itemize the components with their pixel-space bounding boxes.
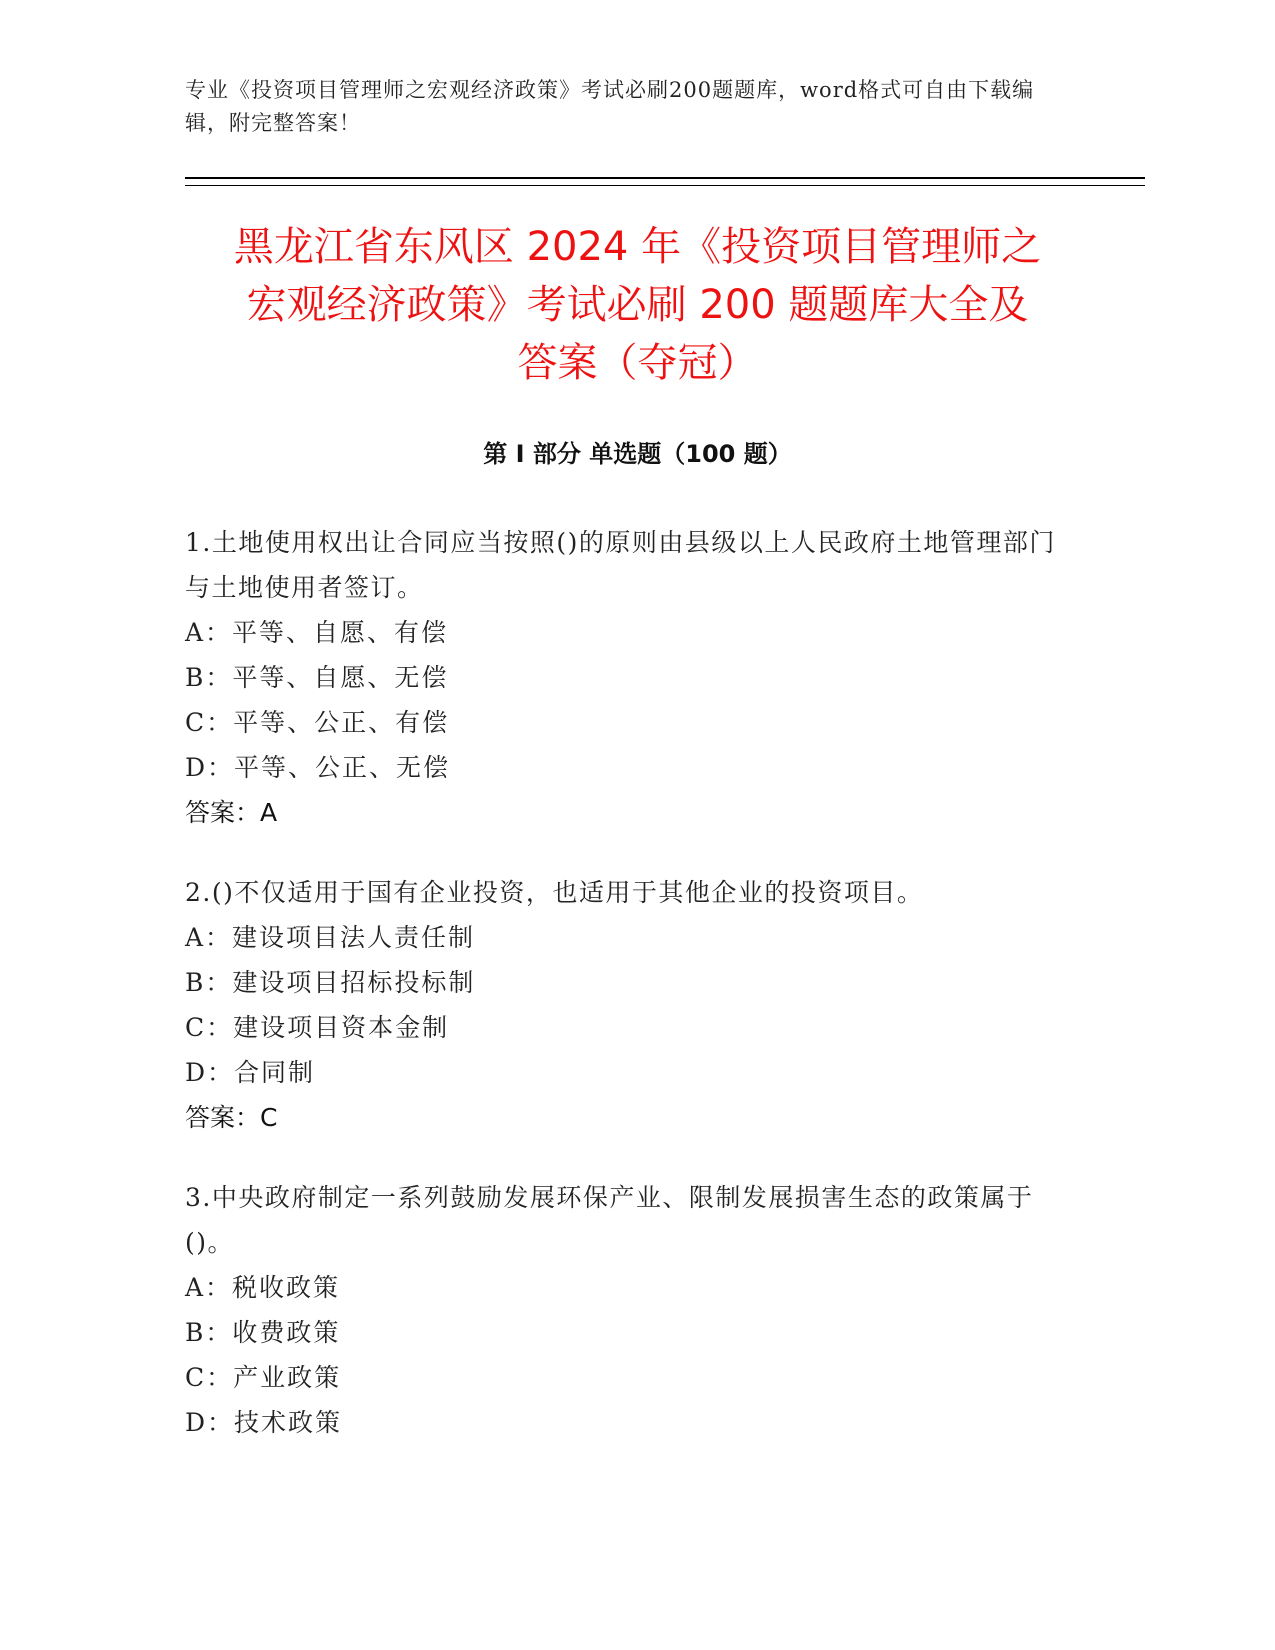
option-d: D：技术政策: [185, 1408, 343, 1437]
header-rule-thick: [185, 177, 1145, 179]
question-stem: 2.()不仅适用于国有企业投资，也适用于其他企业的投资项目。: [185, 878, 924, 907]
option-b: B：平等、自愿、无偿: [185, 663, 449, 692]
title-line-1: 黑龙江省东风区 2024 年《投资项目管理师之: [233, 224, 1042, 270]
option-a: A：平等、自愿、有偿: [185, 618, 449, 647]
question-stem: 1.土地使用权出让合同应当按照()的原则由县级以上人民政府土地管理部门与土地使用者签订。: [185, 528, 1056, 602]
answer: 答案：A: [185, 798, 278, 827]
option-c: C：产业政策: [185, 1363, 342, 1392]
document-title: [150, 218, 1125, 392]
option-a: A：税收政策: [185, 1273, 341, 1302]
option-b: B：收费政策: [185, 1318, 341, 1347]
title-line-2: 宏观经济政策》考试必刷 200 题题库大全及: [246, 282, 1029, 328]
question-1: [185, 520, 1065, 835]
title-line-3: 答案（夺冠）: [517, 340, 758, 386]
option-c: C：建设项目资本金制: [185, 1013, 450, 1042]
answer: 答案：C: [185, 1103, 278, 1132]
section-title: 第 I 部分 单选题（100 题）: [483, 440, 792, 468]
question-3: [185, 1175, 1065, 1445]
option-d: D：合同制: [185, 1058, 316, 1087]
question-stem: 3.中央政府制定一系列鼓励发展环保产业、限制发展损害生态的政策属于()。: [185, 1183, 1034, 1257]
option-d: D：平等、公正、无偿: [185, 753, 451, 782]
header-rule-thin: [185, 185, 1145, 186]
header-note: 专业《投资项目管理师之宏观经济政策》考试必刷200题题库，word格式可自由下载编辑，附完整答案！: [185, 78, 1035, 135]
option-b: B：建设项目招标投标制: [185, 968, 476, 997]
option-a: A：建设项目法人责任制: [185, 923, 476, 952]
option-c: C：平等、公正、有偿: [185, 708, 450, 737]
question-2: [185, 870, 1065, 1140]
